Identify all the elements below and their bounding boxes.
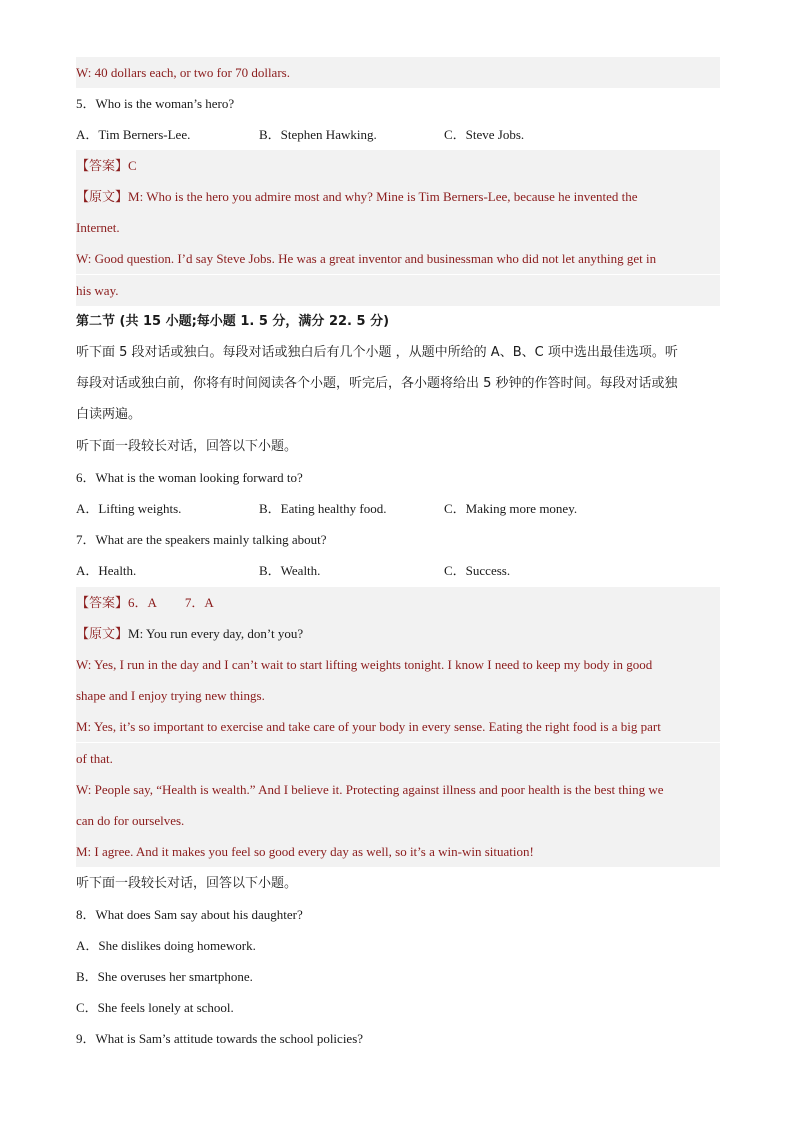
dialogue-intro: 听下面一段较长对话，回答以下小题。 [76,876,298,891]
script-text: M: Who is the hero you admire most and why? Mine is Tim Berners-Lee, because he invented the [128,189,638,204]
q5-script-line: Internet. [76,212,720,243]
q7-option-b: B．Wealth. [259,563,321,578]
q67-script-line: W: Yes, I run in the day and I can’t wait to start lifting weights tonight. I know I need to keep my body in good [76,649,720,680]
answer-tag: 【答案】 [76,159,129,174]
q8-option-a: A．She dislikes doing homework. [76,938,256,953]
q5-script-line: W: Good question. I’d say Steve Jobs. He was a great inventor and businessman who did not let anything get in [76,243,720,274]
q7-question: 7．What are the speakers mainly talking about? [76,532,327,547]
script-text: M: You run every day, don’t you? [128,626,304,641]
answer-value: 6．A [128,595,157,610]
q67-script-line [76,618,720,649]
section-instructions: 听下面 5 段对话或独白。每段对话或独白后有几个小题 ，从题中所给的 A、B、C 项中选出最佳选项。听 [76,345,678,360]
q67-script-line: of that. [76,743,720,774]
script-tag: 【原文】 [76,190,129,205]
q6-option-a: A．Lifting weights. [76,501,182,516]
section-instructions: 白读两遍。 [76,407,142,422]
q5-script-line [76,181,720,212]
q67-script-line: shape and I enjoy trying new things. [76,680,720,711]
dialogue-intro: 听下面一段较长对话，回答以下小题。 [76,439,298,454]
answer-value: 7．A [184,595,214,610]
q6-options [76,493,720,524]
q67-script-line: M: I agree. And it makes you feel so good every day as well, so it’s a win-win situation! [76,836,720,867]
q5-option-a: A．Tim Berners-Lee. [76,127,191,142]
q5-answer [76,150,720,181]
q9-question: 9．What is Sam’s attitude towards the school policies? [76,1031,364,1046]
q67-script-line: M: Yes, it’s so important to exercise and take care of your body in every sense. Eating the right food is a big part [76,711,720,742]
q6-option-b: B．Eating healthy food. [259,501,387,516]
q7-option-c: C．Success. [444,563,511,578]
q6-option-c: C．Making more money. [444,501,578,516]
answer-value: C [128,158,137,173]
script-tag: 【原文】 [76,627,129,642]
q8-option-b: B．She overuses her smartphone. [76,969,253,984]
q67-answer [76,587,720,618]
answer-tag: 【答案】 [76,596,129,611]
q5-option-c: C．Steve Jobs. [444,127,525,142]
q5-question: 5．Who is the woman’s hero? [76,96,235,111]
q8-question: 8．What does Sam say about his daughter? [76,907,303,922]
q5-options [76,119,720,150]
q8-option-c: C．She feels lonely at school. [76,1000,234,1015]
q5-script-line: his way. [76,275,720,306]
q5-option-b: B．Stephen Hawking. [259,127,377,142]
q4-script-line: W: 40 dollars each, or two for 70 dollars. [76,57,720,88]
section-title: 第二节 (共 15 小题;每小题 1. 5 分，满分 22. 5 分) [76,314,390,329]
q7-option-a: A．Health. [76,563,137,578]
q7-options [76,555,720,586]
q6-question: 6．What is the woman looking forward to? [76,470,303,485]
q67-script-line: W: People say, “Health is wealth.” And I believe it. Protecting against illness and poor health is the best thing we [76,774,720,805]
section-instructions: 每段对话或独白前，你将有时间阅读各个小题，听完后，各小题将给出 5 秒钟的作答时间。每段对话或独 [76,376,678,391]
q67-script-line: can do for ourselves. [76,805,720,836]
